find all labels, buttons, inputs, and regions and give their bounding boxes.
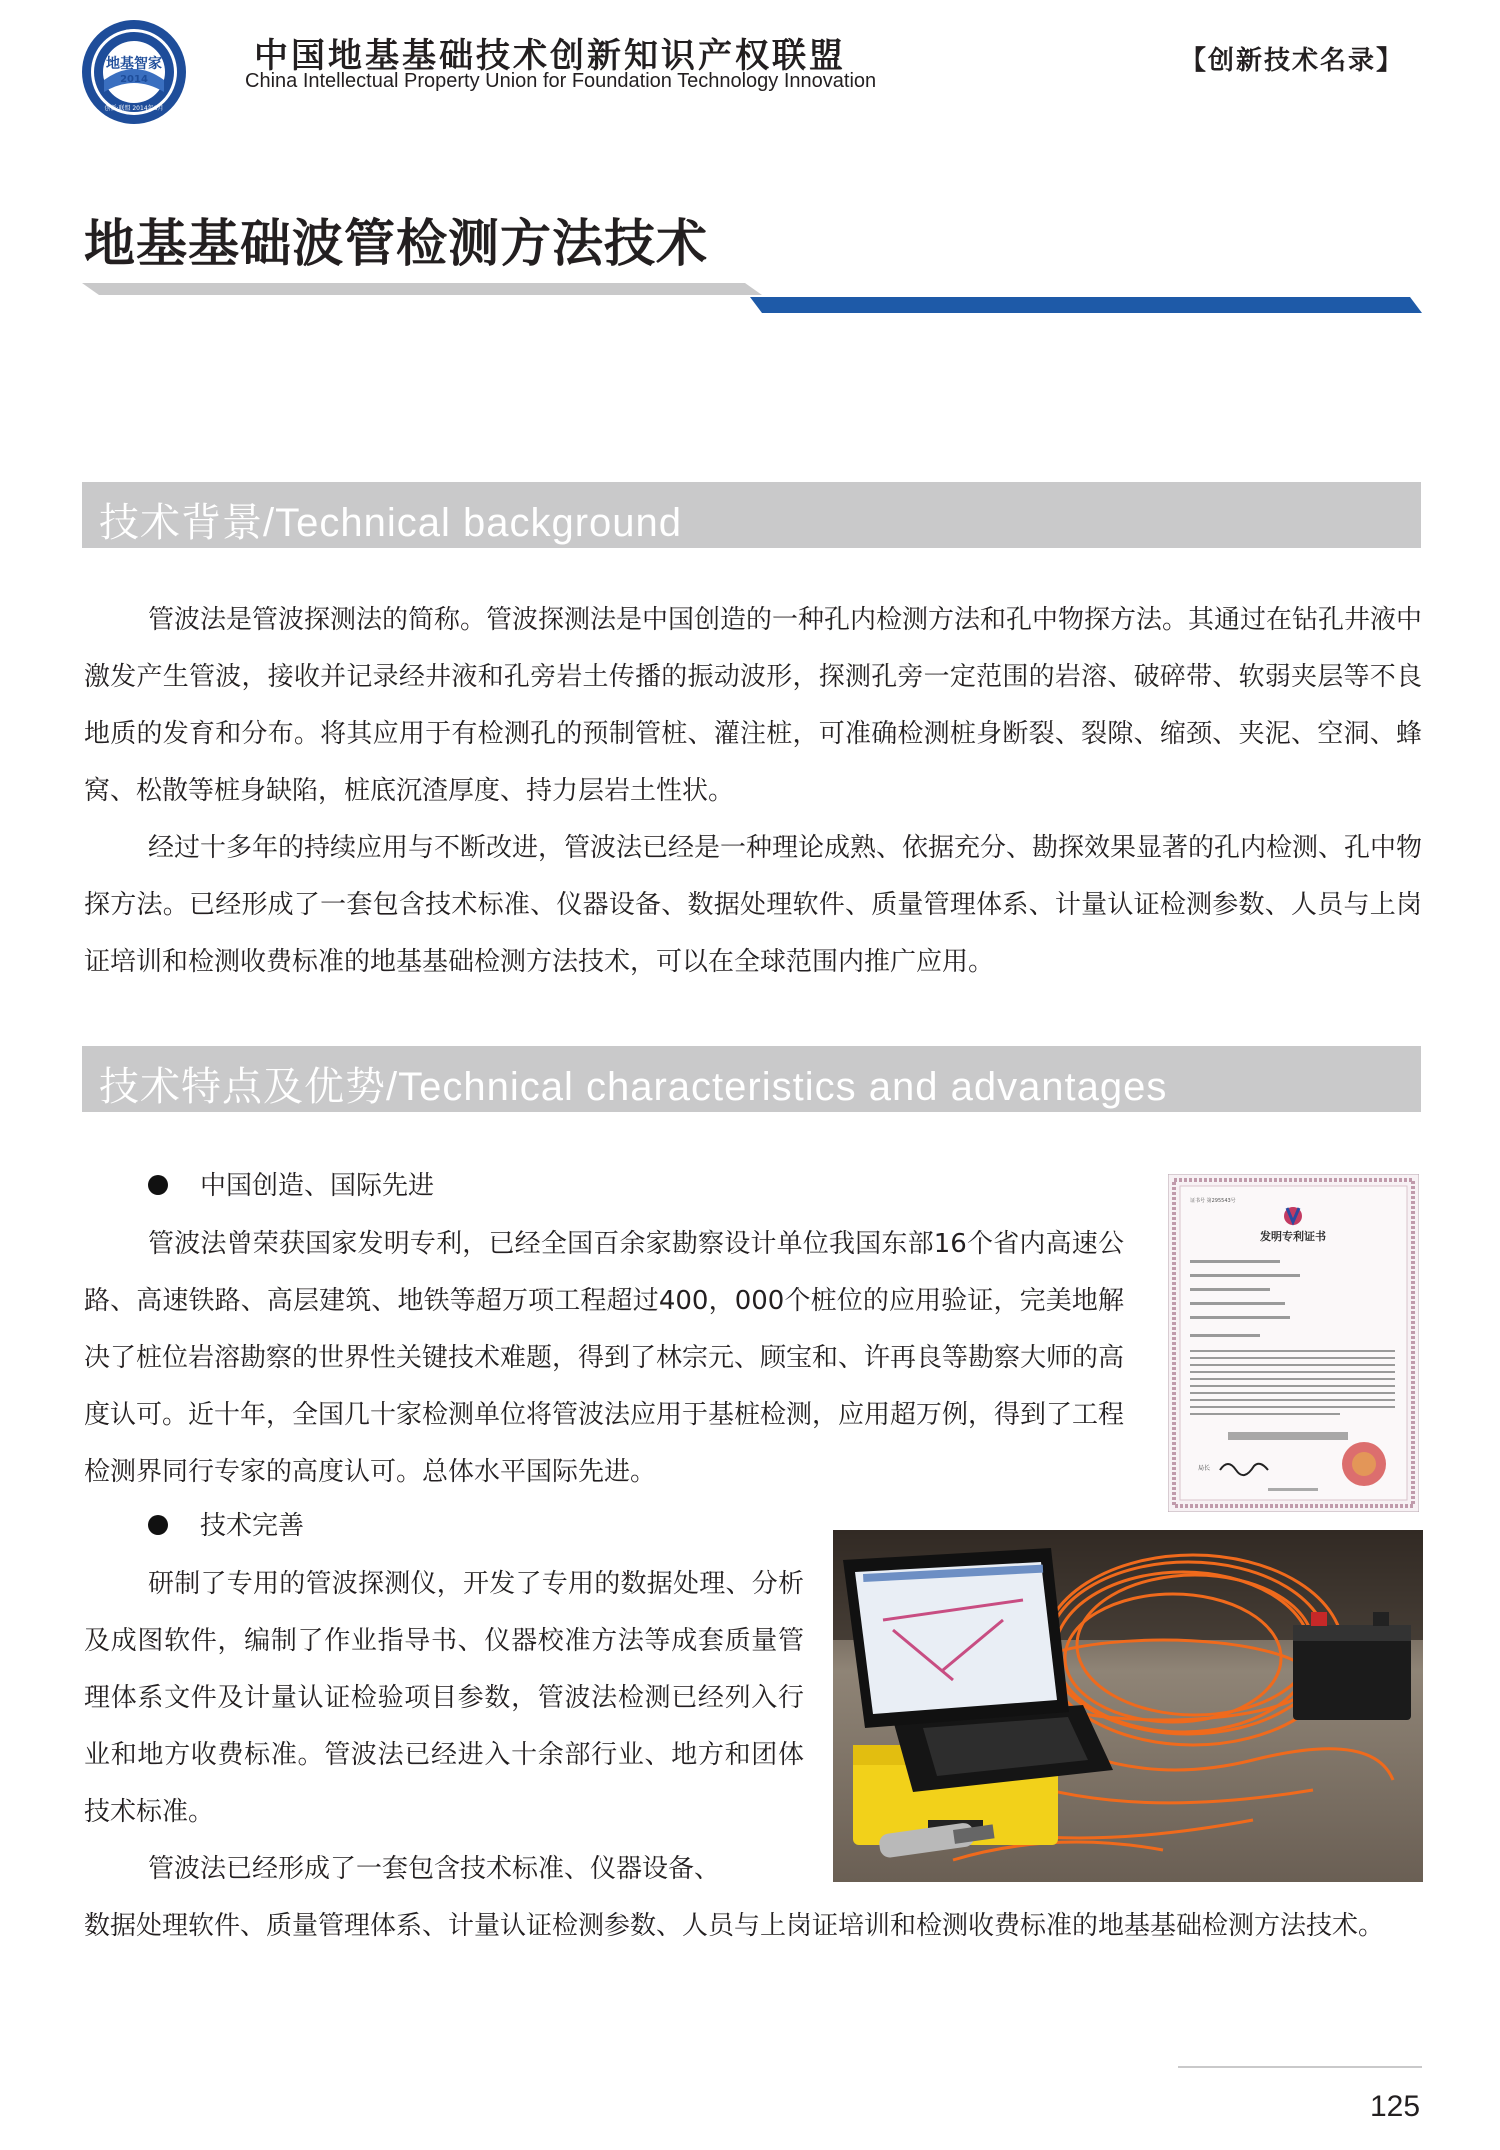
union-logo: [80, 18, 188, 126]
section-header-characteristics: [82, 1046, 1421, 1112]
bullet-item-innovation: [148, 1166, 434, 1206]
equipment-photo: [833, 1530, 1423, 1882]
patent-certificate-image: [1168, 1174, 1419, 1512]
summary-paragraph-start: 管波法已经形成了一套包含技术标准、仪器设备、: [148, 1854, 721, 1884]
innovation-paragraph: 管波法曾荣获国家发明专利，已经全国百余家勘察设计单位我国东部16个省内高速公路、高速铁路、高层建筑、地铁等超万项工程超过400，000个桩位的应用验证，完美地解决了桩位岩溶勘察的世界性关键技术难题，得到了林宗元、顾宝和、许再良等勘察大师的高度认可。近十年，全国几十家检测单位将管波法应用于基桩检测，应用超万例，得到了工程检测界同行专家的高度认可。总体水平国际先进。: [84, 1229, 1125, 1487]
title-divider: [82, 280, 1422, 316]
bullet-dot-icon: [148, 1175, 168, 1195]
bullet-label: 技术完善: [200, 1511, 305, 1541]
footer-divider: [1178, 2066, 1422, 2068]
bullet-label: 中国创造、国际先进: [200, 1171, 435, 1201]
catalog-tag: 【创新技术名录】: [1180, 46, 1405, 76]
org-name-en: China Intellectual Property Union for Foundation Technology Innovation: [245, 70, 877, 92]
logo-text: 地基智家: [106, 56, 162, 72]
bullet-dot-icon: [148, 1515, 168, 1535]
page-title: 地基基础波管检测方法技术: [84, 215, 709, 274]
summary-paragraph-end: 数据处理软件、质量管理体系、计量认证检测参数、人员与上岗证培训和检测收费标准的地基基础检测方法技术。: [84, 1911, 1385, 1941]
svg-text:局长: 局长: [1198, 1465, 1211, 1472]
org-name-cn: 中国地基基础技术创新知识产权联盟: [254, 36, 846, 76]
page-number: 125: [1370, 2090, 1421, 2123]
logo-bottom-text: 创新·联盟 2014年6月: [104, 105, 164, 112]
background-paragraph-2: 经过十多年的持续应用与不断改进，管波法已经是一种理论成熟、依据充分、勘探效果显著的孔内检测、孔中物探方法。已经形成了一套包含技术标准、仪器设备、数据处理软件、质量管理体系、计量认证检测参数、人员与上岗证培训和检测收费标准的地基基础检测方法技术，可以在全球范围内推广应用。: [84, 833, 1423, 977]
bullet-item-complete: [148, 1506, 304, 1546]
section-header-background: [82, 482, 1421, 548]
section-heading: 技术背景/Technical background: [99, 501, 683, 545]
complete-paragraph: 研制了专用的管波探测仪，开发了专用的数据处理、分析及成图软件，编制了作业指导书、仪器校准方法等成套质量管理体系文件及计量认证检验项目参数，管波法检测已经列入行业和地方收费标准。管波法已经进入十余部行业、地方和团体技术标准。: [84, 1569, 804, 1827]
certificate-title: 发明专利证书: [1260, 1230, 1326, 1243]
section-heading: 技术特点及优势/Technical characteristics and advantages: [99, 1065, 1168, 1109]
background-paragraph-1: 管波法是管波探测法的简称。管波探测法是中国创造的一种孔内检测方法和孔中物探方法。其通过在钻孔井液中激发产生管波，接收并记录经井液和孔旁岩土传播的振动波形，探测孔旁一定范围的岩溶、破碎带、软弱夹层等不良地质的发育和分布。将其应用于有检测孔的预制管桩、灌注桩，可准确检测桩身断裂、裂隙、缩颈、夹泥、空洞、蜂窝、松散等桩身缺陷，桩底沉渣厚度、持力层岩土性状。: [84, 605, 1423, 806]
certificate-serial: 证书号 第295543号: [1190, 1198, 1236, 1204]
logo-year: 2014: [120, 74, 148, 85]
